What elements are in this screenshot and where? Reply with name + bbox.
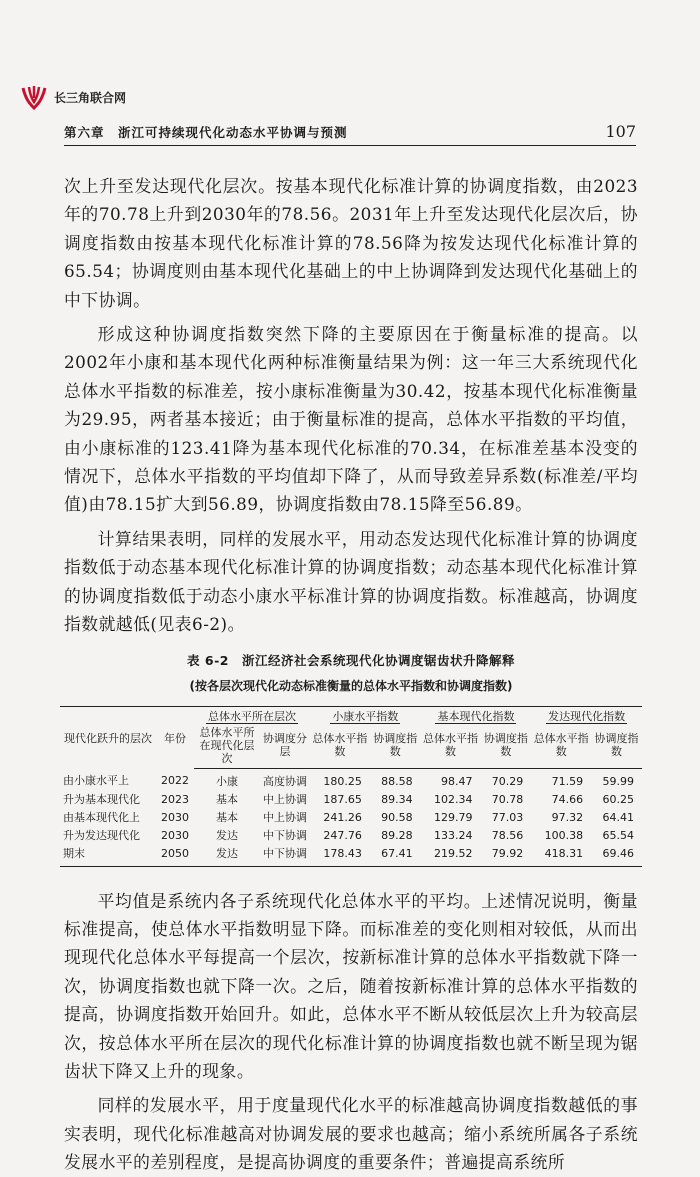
cell-xk-index: 241.26 [323, 810, 362, 824]
cell-xk-coord: 67.41 [370, 845, 421, 867]
cell-level: 发达 [194, 845, 260, 867]
cell-jb-index: 98.47 [440, 774, 473, 788]
col-group-basic-label: 基本现代化指数 [437, 709, 515, 723]
cell-jb-coord: 70.29 [491, 774, 524, 788]
cell-jb-index: 133.24 [433, 828, 473, 842]
table-row [60, 768, 642, 791]
cell-year: 2030 [161, 828, 189, 842]
cell-coord-layer: 高度协调 [263, 774, 307, 788]
cell-level: 小康 [216, 774, 238, 788]
table-title: 表 6-2 浙江经济社会系统现代化协调度锯齿状升降解释 [187, 652, 515, 668]
table-row [60, 809, 642, 827]
cell-coord-layer: 中下协调 [260, 845, 310, 867]
cell-stage: 期末 [60, 845, 156, 867]
cell-coord-layer: 中下协调 [263, 828, 307, 842]
cell-jb-index: 219.52 [421, 845, 481, 867]
table-subtitle: (按各层次现代化动态标准衡量的总体水平指数和协调度指数) [189, 678, 513, 693]
col-year: 年份 [156, 706, 194, 768]
cell-level: 发达 [216, 828, 238, 842]
logo-text: 长三角联合网 [54, 90, 127, 105]
text-after-table [64, 887, 638, 1177]
col-jb-coord: 协调度指数 [480, 725, 531, 769]
cell-stage: 升为基本现代化 [63, 792, 140, 806]
cell-xk-index: 180.25 [323, 774, 362, 788]
site-logo [20, 84, 126, 110]
table-row [60, 845, 642, 867]
page-header [64, 122, 636, 146]
paragraph: 平均值是系统内各子系统现代化总体水平的平均。上述情况说明，衡量标准提高，使总体水平指数明显下降。而标准差的变化则相对较低，从而出现现代化总体水平每提高一个层次，按新标准计算的总体水平指数就下降一次，协调度指数也就下降一次。之后，随着按新标准计算的总体水平指数的提高，协调度指数开始回升。如此，总体水平不断从较低层次上升为较高层次，按总体水平所在层次的现代化标准计算的协调度指数也就不断呈现为锯齿状下降又上升的现象。 [64, 890, 638, 1081]
cell-fd-index: 71.59 [551, 774, 584, 788]
paragraph: 形成这种协调度指数突然下降的主要原因在于衡量标准的提高。以2002年小康和基本现代化两种标准衡量结果为例：这一年三大系统现代化总体水平指数的标准差，按小康标准衡量为30.42，按基本现代化标准衡量为29.95，两者基本接近；由于衡量标准的提高，总体水平指数的平均值，由小康标准的123.41降为基本现代化标准的70.34，在标准差基本没变的情况下，总体水平指数的平均值却下降了，从而导致差异系数(标准差/平均值)由78.15扩大到56.89，协调度指数由78.15降至56.89。 [64, 324, 638, 515]
cell-coord-layer: 中上协调 [263, 792, 307, 806]
page-content [64, 172, 638, 1177]
cell-fd-coord: 69.46 [591, 845, 642, 867]
cell-stage: 由基本现代化上 [63, 810, 140, 824]
cell-stage: 由小康水平上 [63, 774, 129, 788]
col-group-level-label: 总体水平所在层次 [208, 709, 296, 723]
cell-fd-index: 418.31 [531, 845, 591, 867]
cell-jb-index: 102.34 [433, 792, 473, 806]
paragraph: 计算结果表明，同样的发展水平，用动态发达现代化标准计算的协调度指数低于动态基本现代化标准计算的协调度指数；动态基本现代化标准计算的协调度指数低于动态小康水平标准计算的协调度指数。标准越高，协调度指数就越低(见表6-2)。 [64, 528, 638, 635]
data-table [60, 706, 642, 867]
col-level: 总体水平所在现代化层次 [194, 725, 260, 769]
cell-fd-coord: 64.41 [602, 810, 634, 824]
col-jb-index: 总体水平指数 [421, 725, 481, 769]
cell-fd-coord: 59.99 [602, 774, 634, 788]
cell-coord-layer: 中上协调 [263, 810, 307, 824]
page-number: 107 [605, 122, 636, 141]
col-coord-layer: 协调度分层 [260, 725, 310, 769]
cell-level: 基本 [216, 810, 238, 824]
cell-xk-coord: 88.58 [381, 774, 413, 788]
col-xk-index: 总体水平指数 [310, 725, 370, 769]
cell-year: 2030 [161, 810, 189, 824]
cell-fd-index: 74.66 [551, 792, 584, 806]
table-row [60, 791, 642, 809]
cell-xk-index: 247.76 [323, 828, 362, 842]
cell-xk-index: 178.43 [310, 845, 370, 867]
cell-fd-coord: 65.54 [602, 828, 634, 842]
cell-year: 2050 [156, 845, 194, 867]
cell-jb-index: 129.79 [433, 810, 473, 824]
table-row [60, 827, 642, 845]
col-group-level [194, 706, 310, 725]
cell-xk-coord: 89.28 [381, 828, 413, 842]
cell-jb-coord: 70.78 [491, 792, 524, 806]
col-fd-index: 总体水平指数 [531, 725, 591, 769]
col-group-basic [421, 706, 532, 725]
col-group-xiaokang-label: 小康水平指数 [332, 709, 399, 723]
cell-fd-coord: 60.25 [602, 792, 634, 806]
logo-icon [20, 84, 48, 110]
chapter-title: 第六章 浙江可持续现代化动态水平协调与预测 [64, 125, 348, 140]
cell-stage: 升为发达现代化 [63, 828, 140, 842]
cell-fd-index: 100.38 [544, 828, 584, 842]
col-stage: 现代化跃升的层次 [60, 706, 156, 768]
cell-xk-coord: 89.34 [381, 792, 413, 806]
cell-jb-coord: 79.92 [480, 845, 531, 867]
cell-year: 2022 [161, 774, 189, 788]
cell-xk-coord: 90.58 [381, 810, 413, 824]
cell-year: 2023 [161, 792, 189, 806]
paragraph: 同样的发展水平，用于度量现代化水平的标准越高协调度指数越低的事实表明，现代化标准越高对协调发展的要求也越高；缩小系统所属各子系统发展水平的差别程度，是提高协调度的重要条件；普遍提高系统所 [64, 1095, 638, 1173]
col-group-xiaokang [310, 706, 421, 725]
cell-fd-index: 97.32 [551, 810, 584, 824]
col-fd-coord: 协调度指数 [591, 725, 642, 769]
cell-level: 基本 [216, 792, 238, 806]
col-xk-coord: 协调度指数 [370, 725, 421, 769]
cell-jb-coord: 77.03 [491, 810, 524, 824]
cell-jb-coord: 78.56 [491, 828, 524, 842]
col-group-developed-label: 发达现代化指数 [548, 709, 626, 723]
paragraph: 次上升至发达现代化层次。按基本现代化标准计算的协调度指数，由2023年的70.78上升到2030年的78.56。2031年上升至发达现代化层次后，协调度指数由按基本现代化标准计算的78.56降为按发达现代化标准计算的65.54；协调度则由基本现代化基础上的中上协调降到发达现代化基础上的中下协调。 [64, 176, 638, 310]
col-group-developed [531, 706, 642, 725]
cell-xk-index: 187.65 [323, 792, 362, 806]
